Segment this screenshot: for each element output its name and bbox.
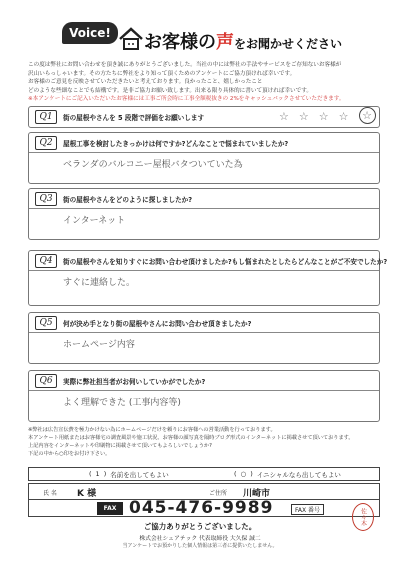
- question-number: Q4: [35, 254, 57, 268]
- cashback-note: ※本アンケートにご記入いただいたお客様には工事ご所会時に工事全額税抜きの 2%をキャッシュバックさせていただきます。: [28, 96, 345, 103]
- voice-badge: Voice!: [62, 22, 118, 44]
- question-q2: [28, 132, 380, 184]
- question-q3: [28, 188, 380, 240]
- question-number: Q2: [35, 136, 57, 150]
- answer-text[interactable]: よく理解できた (工事内容等): [63, 398, 181, 408]
- address-label: ご住所: [209, 490, 228, 497]
- question-number: Q5: [35, 316, 57, 330]
- contact-form: [28, 483, 380, 517]
- option-show-initials[interactable]: ( ○ ) イニシャルなら出してもよい: [234, 470, 341, 479]
- star-icon[interactable]: ☆: [279, 110, 289, 123]
- question-number: Q3: [35, 192, 57, 206]
- intro-text: この度は弊社にお問い合わせを頂き誠にありがとうございました。当社の中には弊社の手法やサービスをご存知ないお客様が 沢山いらっしゃいます。その方たちに弊社をより知って頂くためのアンケートにご協力頂ければ幸いです。 お客様のご意見を反映させていただきたいと考えております。良かったこと、嬉しかったこと どのような些細なことでも結構です。是非ご協力お願い致します。出来る限り具体的に書いて頂ければ幸いです。 ※本アンケートにご記入いただいたお客様には工事ご所会時に工事全額税抜きの 2%をキャッシュバックさせていただきます。: [28, 61, 380, 104]
- question-text: 街の屋根やさんを 5 段階で評価をお願いします: [63, 114, 205, 122]
- star-icon[interactable]: ☆: [338, 110, 349, 123]
- privacy-note: 当アンケートでお預かりした個人情報は第三者に提供いたしません。: [122, 543, 278, 549]
- fax-label: FAX 番号: [291, 504, 324, 515]
- answer-text[interactable]: すぐに連絡した。: [63, 278, 136, 288]
- address-value[interactable]: 川崎市: [243, 489, 271, 499]
- question-text: 屋根工事を検討したきっかけは何ですか?どんなことで悩まれていましたか?: [63, 140, 289, 148]
- fax-number: 045-476-9989: [129, 498, 274, 518]
- star-icon[interactable]: ☆: [318, 110, 329, 123]
- header: [0, 0, 400, 60]
- question-q1: [28, 106, 380, 128]
- name-value[interactable]: K 様: [77, 489, 97, 499]
- question-number: Q6: [35, 374, 57, 388]
- answer-text[interactable]: インターネット: [63, 216, 126, 226]
- page-title: お客様の声をお聞かせください: [144, 32, 343, 53]
- option-show-name[interactable]: ( 1 ) 名前を出してもよい: [89, 470, 169, 479]
- fax-icon: FAX: [97, 502, 123, 515]
- company-info: 株式会社シェアテック 代表取締役 大久保 誠二: [139, 536, 261, 542]
- seal-stamp: 佐々木: [352, 503, 374, 531]
- rating-stars[interactable]: [279, 110, 376, 124]
- question-q6: [28, 370, 380, 422]
- name-label: 氏 名: [43, 490, 57, 497]
- answer-text[interactable]: ホームページ内容: [63, 340, 135, 350]
- star-icon[interactable]: ☆: [298, 110, 309, 123]
- answer-text[interactable]: ベランダのバルコニー屋根バタついていた為: [63, 160, 243, 170]
- publication-notice: ※弊社は広告宣伝費を極力かけない為にホームページだけを頼りにお客様への営業活動を行っております。 本アンケート用紙またはお客様宅の調査風景や施工状況、お客様の顔写真を隔時ブログ形式のインターネットに掲載させて頂いております。 上記内容をインターネットや印刷物に掲載させて頂いてもよろしいでしょうか? 下記の中から○印をお付け下さい。: [28, 427, 354, 457]
- house-icon: [118, 27, 144, 51]
- question-text: 街の屋根やさんを知りすぐにお問い合わせ頂けましたか?もし悩まれたとしたらどんなことがご不安でしたか?: [63, 258, 388, 266]
- question-text: 何が決め手となり街の屋根やさんにお問い合わせ頂きましたか?: [63, 320, 252, 328]
- selected-star-icon[interactable]: ☆: [359, 107, 376, 124]
- question-number: Q1: [35, 110, 57, 124]
- question-q5: [28, 312, 380, 364]
- question-text: 実際に弊社担当者がお伺いしていかがでしたか?: [63, 378, 206, 386]
- question-text: 街の屋根やさんをどのように探しましたか?: [63, 196, 193, 204]
- question-q4: [28, 250, 388, 306]
- thanks-message: ご協力ありがとうございました。: [143, 522, 257, 531]
- name-display-options: [28, 467, 380, 481]
